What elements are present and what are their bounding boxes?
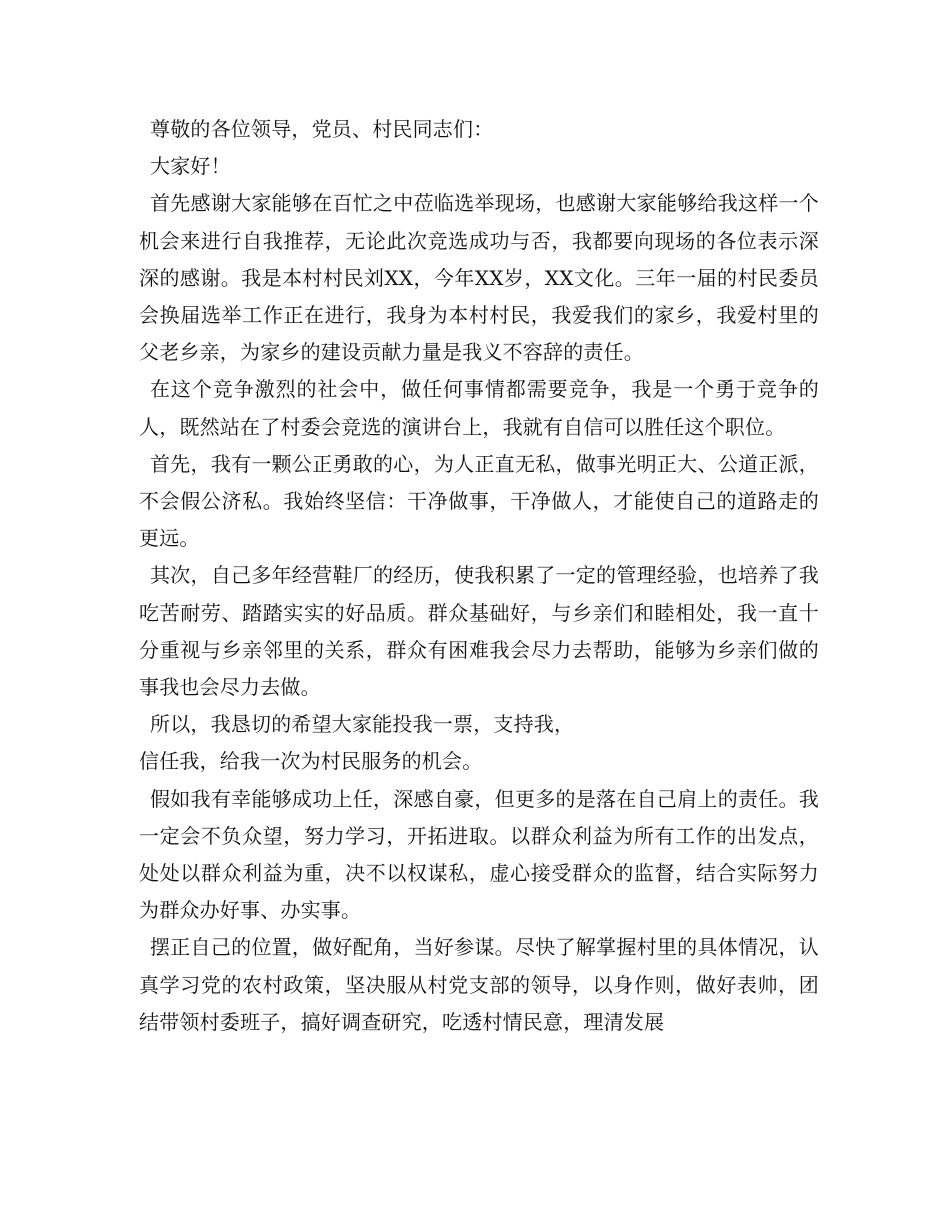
paragraph-first-point: 首先，我有一颗公正勇敢的心，为人正直无私，做事光明正大、公道正派，不会假公济私。我始终坚信：干净做事，干净做人，才能使自己的道路走的更远。 xyxy=(139,451,819,551)
salutation: 尊敬的各位领导，党员、村民同志们： xyxy=(150,117,494,141)
paragraph-competition: 在这个竞争激烈的社会中，做任何事情都需要竞争，我是一个勇于竞争的人，既然站在了村委会竞选的演讲台上，我就有自信可以胜任这个职位。 xyxy=(139,377,819,439)
speech-body xyxy=(139,111,819,1041)
paragraph-request-continued: 信任我，给我一次为村民服务的机会。 xyxy=(139,749,483,774)
paragraph-introduction: 首先感谢大家能够在百忙之中莅临选举现场，也感谢大家能够给我这样一个机会来进行自我推荐，无论此次竞选成功与否，我都要向现场的各位表示深深的感谢。我是本村村民刘XX，今年XX岁，XX文化。三年一届的村民委员会换届选举工作正在进行，我身为本村村民，我爱我们的家乡，我爱村里的父老乡亲，为家乡的建设贡献力量是我义不容辞的责任。 xyxy=(139,191,819,365)
paragraph-second-point: 其次，自己多年经营鞋厂的经历，使我积累了一定的管理经验，也培养了我吃苦耐劳、踏踏实实的好品质。群众基础好，与乡亲们和睦相处，我一直十分重视与乡亲邻里的关系，群众有困难我会尽力去帮助，能够为乡亲们做的事我也会尽力去做。 xyxy=(139,563,819,700)
greeting: 大家好！ xyxy=(150,154,231,179)
paragraph-commitment: 假如我有幸能够成功上任，深感自豪，但更多的是落在自己肩上的责任。我一定会不负众望，努力学习，开拓进取。以群众利益为所有工作的出发点，处处以群众利益为重，决不以权谋私，虚心接受群众的监督，结合实际努力为群众办好事、办实事。 xyxy=(139,786,819,923)
paragraph-request: 所以，我恳切的希望大家能投我一票，支持我， xyxy=(150,712,575,737)
paragraph-role: 摆正自己的位置，做好配角，当好参谋。尽快了解掌握村里的具体情况，认真学习党的农村政策，坚决服从村党支部的领导，以身作则，做好表帅，团结带领村委班子，搞好调查研究，吃透村情民意，理清发展 xyxy=(139,935,819,1034)
